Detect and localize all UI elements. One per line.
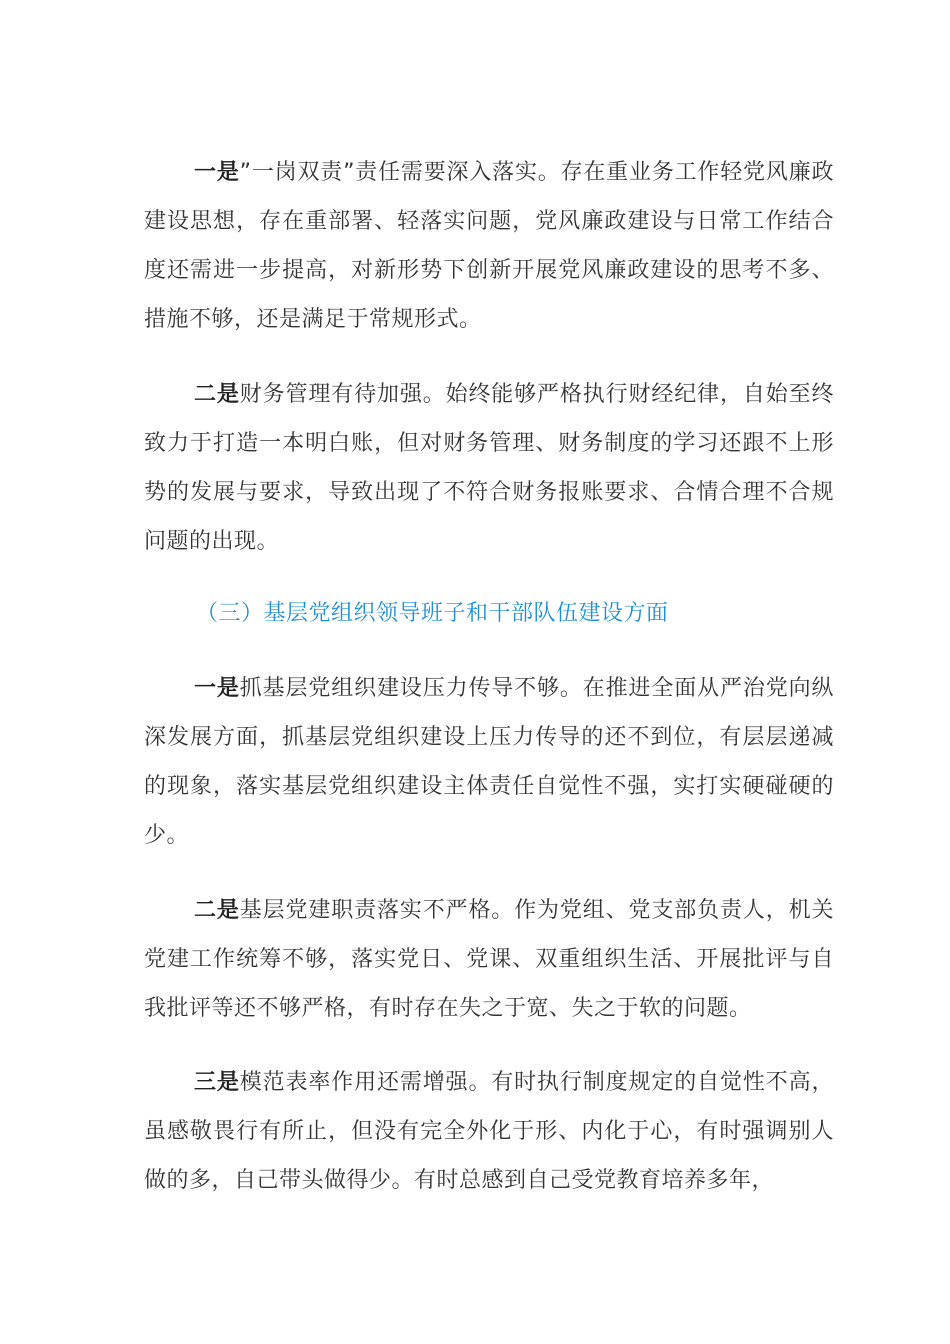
paragraph-3-lead: 一是 (194, 676, 240, 701)
paragraph-4 (144, 886, 834, 1033)
paragraph-5-text: 模范表率作用还需增强。有时执行制度规定的自觉性不高，虽感敬畏行有所止，但没有完全外化于形、内化于心，有时强调别人做的多，自己带头做得少。有时总感到自己受党教育培养多年， (144, 1070, 834, 1193)
paragraph-5-lead: 三是 (194, 1070, 240, 1095)
paragraph-2-text: 财务管理有待加强。始终能够严格执行财经纪律，自始至终致力于打造一本明白账，但对财务管理、财务制度的学习还跟不上形势的发展与要求，导致出现了不符合财务报账要求、合情合理不合规问题的出现。 (144, 382, 834, 554)
section-heading: （三）基层党组织领导班子和干部队伍建设方面 (196, 601, 669, 626)
paragraph-4-text: 基层党建职责落实不严格。作为党组、党支部负责人，机关党建工作统筹不够，落实党日、党课、双重组织生活、开展批评与自我批评等还不够严格，有时存在失之于宽、失之于软的问题。 (144, 898, 834, 1021)
paragraph-1-text: ”一岗双责”责任需要深入落实。存在重业务工作轻党风廉政建设思想，存在重部署、轻落实问题，党风廉政建设与日常工作结合度还需进一步提高，对新形势下创新开展党风廉政建设的思考不多、措施不够，还是满足于常规形式。 (144, 160, 834, 332)
paragraph-2-lead: 二是 (194, 382, 240, 407)
paragraph-5 (144, 1058, 834, 1205)
paragraph-1 (144, 148, 834, 344)
paragraph-1-lead: 一是 (194, 160, 240, 185)
paragraph-3-text: 抓基层党组织建设压力传导不够。在推进全面从严治党向纵深发展方面，抓基层党组织建设上压力传导的还不到位，有层层递减的现象，落实基层党组织建设主体责任自觉性不强，实打实硬碰硬的少。 (144, 676, 834, 848)
paragraph-2 (144, 370, 834, 566)
paragraph-3 (144, 664, 834, 860)
paragraph-4-lead: 二是 (194, 898, 240, 923)
